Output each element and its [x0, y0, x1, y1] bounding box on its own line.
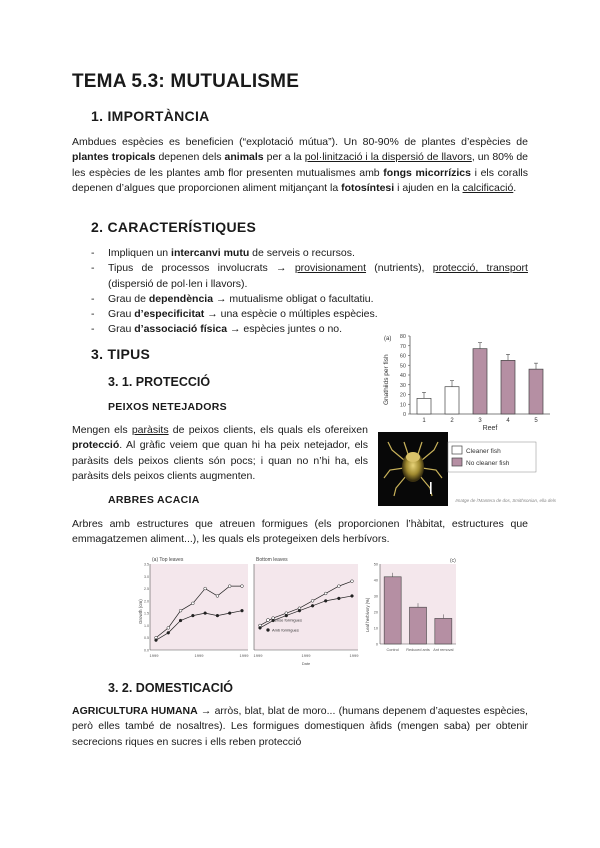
chart-point: [167, 626, 170, 629]
chart-point: [337, 597, 340, 600]
chart-y-axis-label: Gnathiids per fish: [383, 354, 390, 405]
peixos-paragraph: Mengen els paràsits de peixos clients, els quals els ofereixen protecció. Al gràfic veiem que quan hi ha peix netejador, els paràsits dels peixos clients són pocs; i quan no n’hi ha, els paràsits dels peixos clients augmenten.: [72, 424, 368, 482]
chart-y-tick-label: 30: [373, 594, 378, 599]
chart-y-tick-label: 1.5: [144, 611, 149, 616]
section-heading-tipus: 3. TIPUS: [91, 346, 151, 362]
list-item: - Grau d’associació física → espècies juntes o no.: [91, 322, 528, 337]
chart-y-tick-label: 0.5: [144, 636, 149, 641]
chart-x-tick-label: 1999: [149, 653, 159, 658]
chart-point: [216, 614, 219, 617]
chart-x-tick-label: Ant removal: [433, 648, 454, 652]
chart-legend-marker: [267, 629, 270, 632]
caracteristiques-list: [91, 246, 528, 338]
chart-y-tick-label: 0: [402, 412, 406, 418]
chart-y-tick-label: 1.0: [144, 623, 149, 628]
acacia-charts: [138, 554, 460, 668]
list-item: - Impliquen un intercanvi mutu de serveis o recursos.: [91, 246, 528, 261]
chart-legend-swatch: [452, 446, 462, 454]
chart-point: [228, 585, 231, 588]
acacia-herbivory-chart: [364, 554, 460, 668]
chart-point: [167, 631, 170, 634]
chart-point: [337, 585, 340, 588]
chart-y-tick-label: 2.5: [144, 587, 149, 592]
chart-bar: [410, 607, 427, 644]
chart-point: [324, 592, 327, 595]
chart-x-tick-label: 1999: [239, 653, 249, 658]
section-heading-caracteristiques: 2. CARACTERÍSTIQUES: [91, 219, 257, 235]
chart-y-tick-label: 30: [399, 382, 406, 389]
chart-panel-label: (a) Top leaves: [152, 557, 184, 563]
chart-point: [191, 614, 194, 617]
chart-x-tick-label: 3: [478, 418, 482, 424]
chart-point: [179, 619, 182, 622]
chart-point: [259, 626, 262, 629]
chart-point: [228, 612, 231, 615]
chart-bar: [417, 398, 431, 414]
chart-point: [298, 609, 301, 612]
chart-panel-label: (c): [450, 558, 456, 564]
chart-point: [204, 612, 207, 615]
acacia-paragraph: Arbres amb estructures que atreuen formigues (els proporcionen l’hàbitat, estructures que emmagatzemen aliment...), les quals els protegeixen dels herbívors.: [72, 518, 528, 546]
chart-y-tick-label: 50: [399, 363, 406, 370]
chart-x-tick-label: 4: [506, 418, 510, 424]
chart-x-tick-label: 2: [450, 418, 454, 424]
subsection-heading-domesticacio: 3. 2. DOMESTICACIÓ: [108, 681, 234, 695]
acacia-heading: ARBRES ACACIA: [108, 494, 200, 506]
chart-x-tick-label: 1999: [301, 653, 311, 658]
chart-x-tick-label: Control: [386, 648, 399, 652]
chart-panel-label: Bottom leaves: [256, 557, 288, 563]
chart-y-tick-label: 2.0: [144, 599, 149, 604]
chart-y-tick-label: 40: [373, 578, 378, 583]
chart-legend-label: Cleaner fish: [466, 448, 501, 455]
cleaner-fish-chart: [380, 330, 560, 505]
chart-point: [216, 595, 219, 598]
acacia-growth-chart: [138, 554, 360, 668]
chart-x-tick-label: 1999: [253, 653, 263, 658]
chart-legend-label: Sense formigues: [272, 617, 303, 623]
chart-y-tick-label: 0: [375, 642, 378, 647]
peixos-heading: PEIXOS NETEJADORS: [108, 401, 227, 413]
chart-legend-label: Amb formigues: [272, 627, 299, 633]
chart-y-axis-label: Leaf herbivory (%): [365, 597, 370, 632]
chart-panel-background: [150, 564, 248, 650]
chart-y-tick-label: 50: [373, 562, 378, 567]
chart-point: [311, 604, 314, 607]
chart-y-tick-label: 20: [373, 610, 378, 615]
subsection-heading-proteccio: 3. 1. PROTECCIÓ: [108, 375, 211, 389]
chart-bar: [445, 387, 459, 414]
chart-point: [191, 602, 194, 605]
chart-bar: [435, 618, 452, 644]
chart-y-tick-label: 3.5: [144, 562, 149, 567]
chart-y-tick-label: 10: [373, 626, 378, 631]
section-heading-importancia: 1. IMPORTÀNCIA: [91, 108, 210, 124]
agricultura-paragraph: AGRICULTURA HUMANA → arròs, blat, blat de moro... (humans depenem d’aquestes espècies, però elles també de nosaltres). Les formigues domestiquen àfids (mengen saba) per obtenir secrecions riques en sucres i ells reben protecció: [72, 705, 528, 748]
chart-x-tick-label: 5: [534, 418, 538, 424]
chart-y-tick-label: 80: [399, 334, 406, 340]
chart-y-tick-label: 3.0: [144, 574, 149, 579]
chart-caption: Imatge de l'Mantera de dos, Smithsonian, ella dels: [455, 498, 556, 503]
chart-x-tick-label: Reduced ants: [406, 648, 430, 652]
chart-panel-background: [254, 564, 358, 650]
chart-point: [204, 587, 207, 590]
chart-panel-label: (a): [384, 336, 392, 342]
list-item: - Grau de dependència → mutualisme obligat o facultatiu.: [91, 292, 528, 307]
importancia-paragraph: Ambdues espècies es beneficien (“explotació mútua”). Un 80-90% de plantes d’espècies de plantes tropicals depenen dels animals per a la pol·linització i la dispersió de llavors, un 80% de les espècies de les plantes amb flor presenten mutualismes amb fongs micorrízics i els coralls depenen d’algues que proporcionen aliment mitjançant la fotosíntesi i ajuden en la calcificació.: [72, 136, 529, 194]
chart-bar: [384, 577, 401, 644]
chart-bar: [529, 369, 543, 414]
chart-y-tick-label: 40: [399, 373, 406, 379]
chart-y-tick-label: 10: [399, 402, 406, 409]
chart-point: [241, 609, 244, 612]
page-title: TEMA 5.3: MUTUALISME: [72, 71, 300, 92]
chart-y-tick-label: 0.0: [144, 648, 149, 653]
chart-point: [155, 639, 158, 642]
chart-y-axis-label: Growth (cm): [138, 599, 143, 624]
chart-y-tick-label: 20: [399, 392, 406, 399]
chart-point: [324, 599, 327, 602]
chart-legend-swatch: [452, 458, 462, 466]
chart-point: [351, 595, 354, 598]
list-item: - Tipus de processos involucrats → provisionament (nutrients), protecció, transport (dispersió de pol·len i llavors).: [91, 261, 528, 292]
chart-legend-label: No cleaner fish: [466, 460, 510, 467]
chart-legend-marker: [267, 619, 270, 622]
chart-point: [311, 599, 314, 602]
chart-point: [179, 609, 182, 612]
chart-x-tick-label: 1: [422, 418, 426, 424]
chart-point: [241, 585, 244, 588]
chart-bar: [501, 360, 515, 414]
list-item: - Grau d’especificitat → una espècie o múltiples espècies.: [91, 307, 528, 322]
chart-x-axis-label: Date: [301, 661, 311, 666]
chart-y-tick-label: 60: [399, 353, 406, 360]
chart-x-tick-label: 1999: [349, 653, 359, 658]
chart-bar: [473, 349, 487, 414]
chart-y-tick-label: 70: [399, 343, 406, 350]
chart-point: [351, 580, 354, 583]
chart-x-axis-label: Reef: [482, 425, 498, 432]
chart-x-tick-label: 1999: [194, 653, 204, 658]
